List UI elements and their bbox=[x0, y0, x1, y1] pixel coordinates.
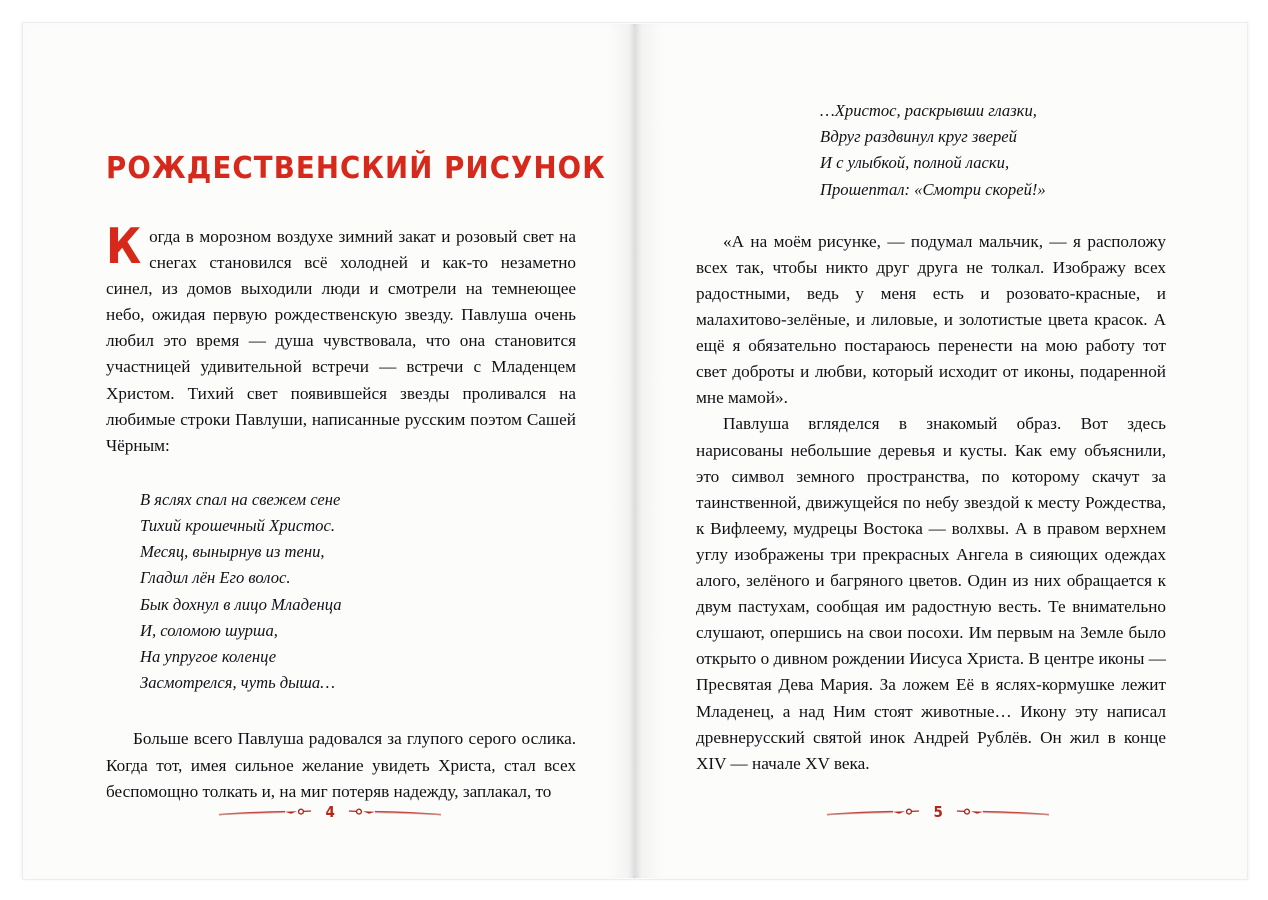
right-page-footer bbox=[634, 805, 1242, 820]
page-number: 4 bbox=[325, 803, 335, 821]
left-first-paragraph-text: огда в морозном воздухе зимний закат и розовый свет на снегах становился всё холодней и как-то незаметно синел, из домов выходили люди и смотрели на темнеющее небо, ожидая первую рождественскую звезду. Павлуша очень любил это время — душа чувствовала, что она становится участницей удивительной встречи — встречи с Младенцем Христом. Тихий свет появившейся звезды проливался на любимые строки Павлуши, написанные русским поэтом Сашей Чёрным: bbox=[106, 227, 576, 455]
right-paragraph-1: «А на моём рисунке, — подумал мальчик, — я расположу всех так, чтобы никто друг друга не толкал. Изображу всех радостными, ведь у меня есть и розовато-красные, и малахитово-зелёные, и лиловые, и золотистые цвета красок. А ещё я обязательно постараюсь перенести на мою работу тот свет доброты и любви, который исходит от иконы, подаренной мне мамой». bbox=[696, 231, 1166, 408]
page-number: 5 bbox=[933, 803, 943, 821]
left-page bbox=[26, 26, 634, 876]
paragraph-spacer bbox=[696, 203, 1166, 229]
ornament-flourish-right-icon bbox=[347, 806, 443, 820]
right-paragraph-2: Павлуша вгляделся в знакомый образ. Вот здесь нарисованы небольшие деревья и кусты. Как ему объяснили, это символ земного пространства, по которому скачут за таинственной, движущейся по небу звездой к месту Рождества, к Вифлеему, мудрецы Востока — волхвы. А в правом верхнем углу изображены три прекрасных Ангела в сияющих одеждах алого, зелёного и багряного цветов. Один из них обращается к двум пастухам, сообщая им радостную весть. Те внимательно слушают, опершись на свои посохи. Им первым на Земле было открыто о дивном рождении Иисуса Христа. В центре иконы — Пресвятая Дева Мария. За ложем Её в яслях-кормушке лежит Младенец, а над Ним стоят животные… Икону эту написал древнерусский святой инок Андрей Рублёв. Он жил в конце XIV — начале XV века. bbox=[696, 414, 1166, 773]
left-text-column bbox=[106, 26, 606, 876]
left-first-paragraph bbox=[106, 218, 576, 459]
verse-line: И с улыбкой, полной ласки, bbox=[820, 153, 1010, 173]
verse-line: Засмотрелся, чуть дыша… bbox=[140, 673, 335, 693]
verse-line: На упругое коленце bbox=[140, 647, 277, 667]
ornament-flourish-right-icon bbox=[955, 806, 1051, 820]
left-last-paragraph: Больше всего Павлуша радовался за глупого серого ослика. Когда тот, имея сильное желание увидеть Христа, стал всех беспомощно толкать и, на миг потеряв надежду, заплакал, то bbox=[106, 729, 576, 801]
verse-line: Тихий крошечный Христос. bbox=[140, 516, 335, 536]
verse-line: Месяц, вынырнув из тени, bbox=[140, 542, 325, 562]
ornament-flourish-left-icon bbox=[825, 806, 921, 820]
verse-line: Вдруг раздвинул круг зверей bbox=[820, 127, 1017, 147]
verse-line: В яслях спал на свежем сене bbox=[140, 489, 341, 509]
left-verse-block bbox=[106, 487, 576, 697]
right-text-column bbox=[696, 26, 1166, 876]
verse-line: Бык дохнул в лицо Младенца bbox=[140, 594, 342, 614]
right-page bbox=[634, 26, 1242, 876]
right-verse-block bbox=[696, 26, 1166, 203]
chapter-title: РОЖДЕСТВЕНСКИЙ РИСУНОК bbox=[106, 151, 606, 186]
left-page-footer bbox=[26, 805, 634, 820]
paragraph-spacer bbox=[106, 696, 576, 726]
drop-cap-letter: К bbox=[106, 218, 142, 275]
verse-line: Прошептал: «Смотри скорей!» bbox=[820, 179, 1046, 199]
verse-line: И, соломою шурша, bbox=[140, 620, 278, 640]
ornament-flourish-left-icon bbox=[217, 806, 313, 820]
verse-line: Гладил лён Его волос. bbox=[140, 568, 291, 588]
verse-line: …Христос, раскрывши глазки, bbox=[820, 101, 1037, 120]
